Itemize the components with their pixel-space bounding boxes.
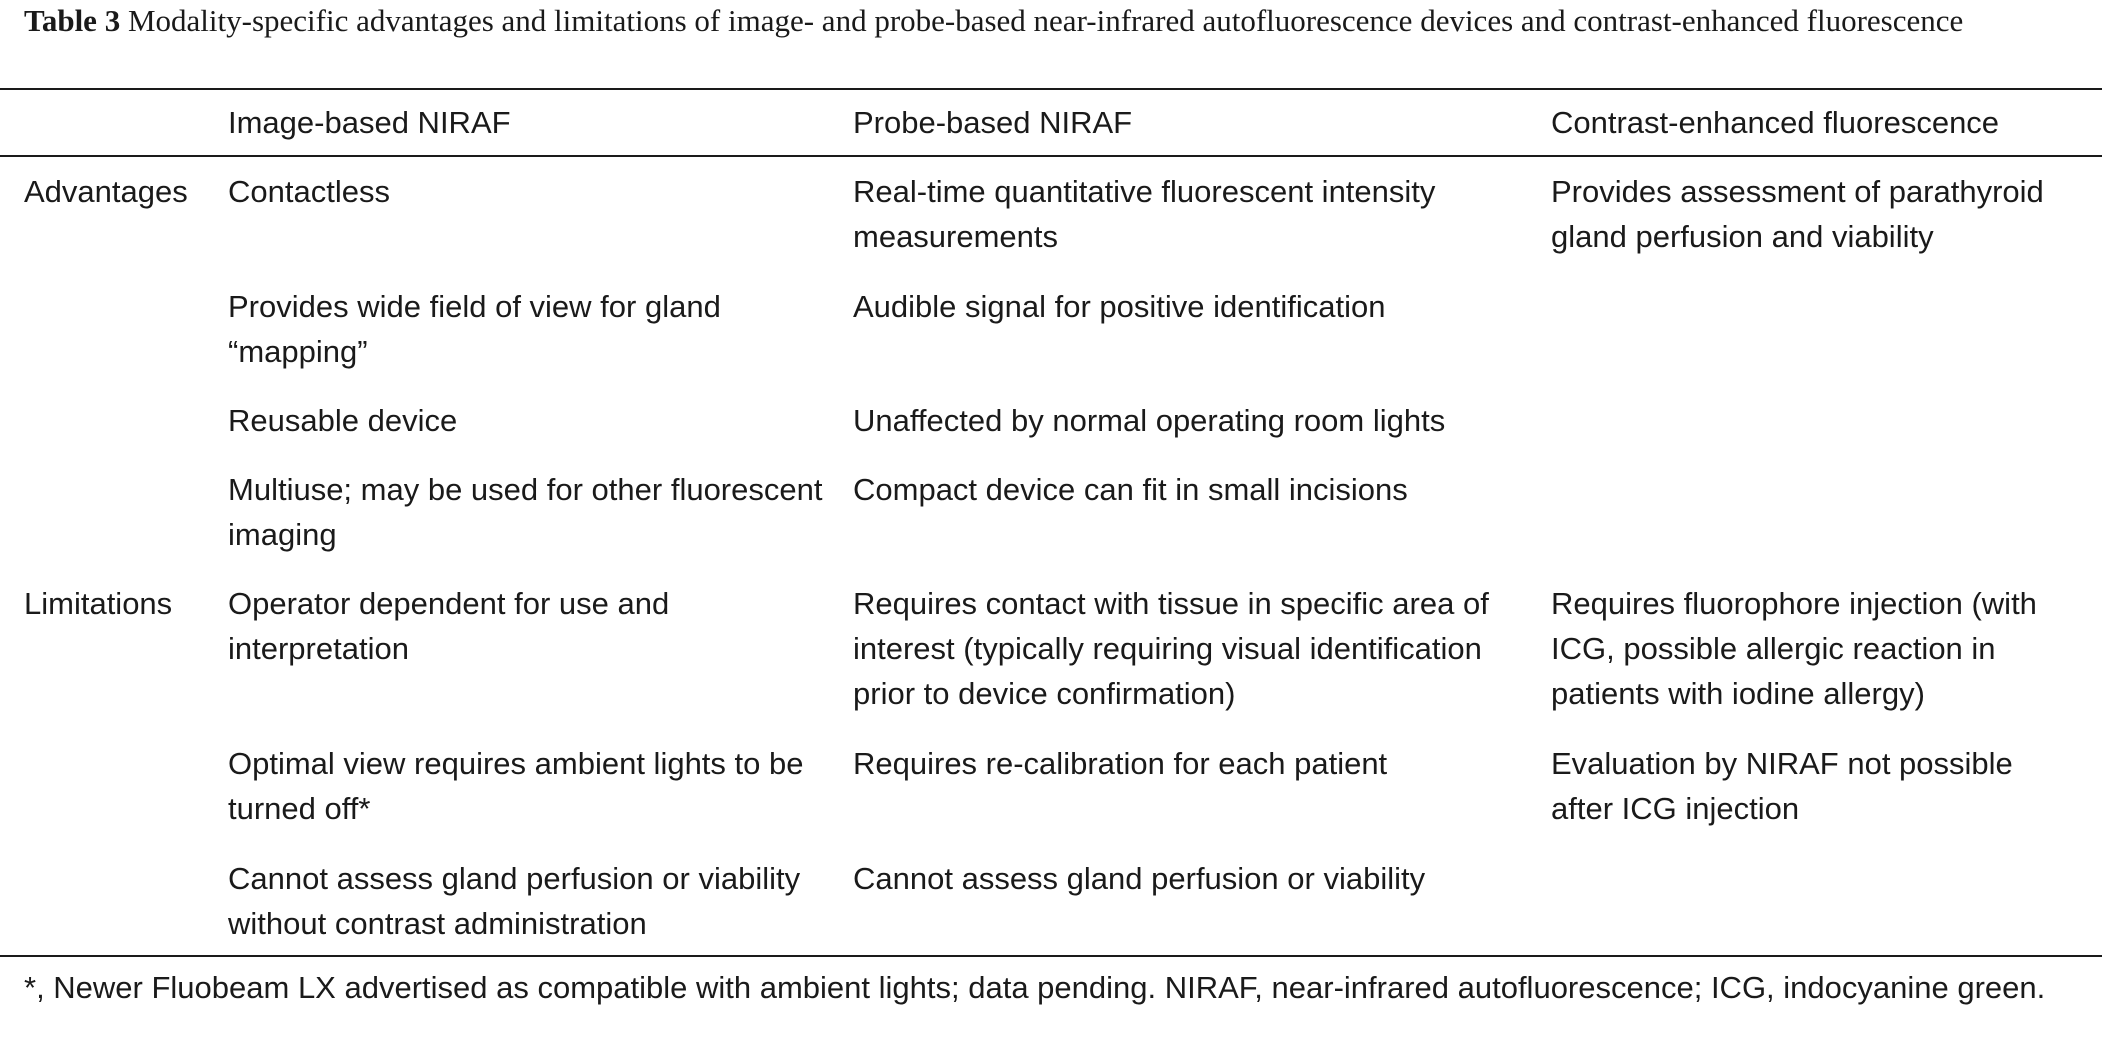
table-cell: Evaluation by NIRAF not possible after ICG injection bbox=[1551, 746, 2013, 826]
table-cell: Requires contact with tissue in specific area of interest (typically requiring visual identification prior to device confirmation) bbox=[853, 586, 1489, 711]
table-cell: Provides wide field of view for gland “mapping” bbox=[228, 289, 721, 369]
table-cell: Cannot assess gland perfusion or viability without contrast administration bbox=[228, 861, 801, 941]
table-caption bbox=[24, 0, 2080, 42]
table-header-rule bbox=[0, 155, 2102, 157]
table-cell: Multiuse; may be used for other fluorescent imaging bbox=[228, 472, 823, 552]
row-label-advantages: Advantages bbox=[24, 174, 188, 209]
column-header-image-based: Image-based NIRAF bbox=[228, 105, 511, 140]
table-cell: Audible signal for positive identification bbox=[853, 289, 1386, 324]
table-caption-label: Table 3 bbox=[24, 3, 121, 38]
table-cell: Cannot assess gland perfusion or viability bbox=[853, 861, 1426, 896]
table-cell: Contactless bbox=[228, 174, 390, 209]
table-cell: Real-time quantitative fluorescent intensity measurements bbox=[853, 174, 1436, 254]
table-caption-text: Modality-specific advantages and limitations of image- and probe-based near-infrared autofluorescence devices and contrast-enhanced fluorescence bbox=[120, 3, 1964, 38]
column-header-contrast-enhanced: Contrast-enhanced fluorescence bbox=[1551, 105, 2000, 140]
table-cell: Operator dependent for use and interpretation bbox=[228, 586, 670, 666]
row-label-limitations: Limitations bbox=[24, 586, 173, 621]
table-footnote: *, Newer Fluobeam LX advertised as compatible with ambient lights; data pending. NIRAF, near-infrared autofluorescence; ICG, indocyanine green. bbox=[24, 970, 2046, 1005]
table-cell: Unaffected by normal operating room lights bbox=[853, 403, 1446, 438]
table-cell: Compact device can fit in small incisions bbox=[853, 472, 1408, 507]
table-cell: Provides assessment of parathyroid gland perfusion and viability bbox=[1551, 174, 2044, 254]
table-cell: Requires re-calibration for each patient bbox=[853, 746, 1388, 781]
column-header-probe-based: Probe-based NIRAF bbox=[853, 105, 1133, 140]
table-cell: Reusable device bbox=[228, 403, 458, 438]
table-cell: Optimal view requires ambient lights to be turned off* bbox=[228, 746, 804, 826]
table-top-rule bbox=[0, 88, 2102, 90]
table-bottom-rule bbox=[0, 955, 2102, 957]
table-cell: Requires fluorophore injection (with ICG, possible allergic reaction in patients with iodine allergy) bbox=[1551, 586, 2037, 711]
